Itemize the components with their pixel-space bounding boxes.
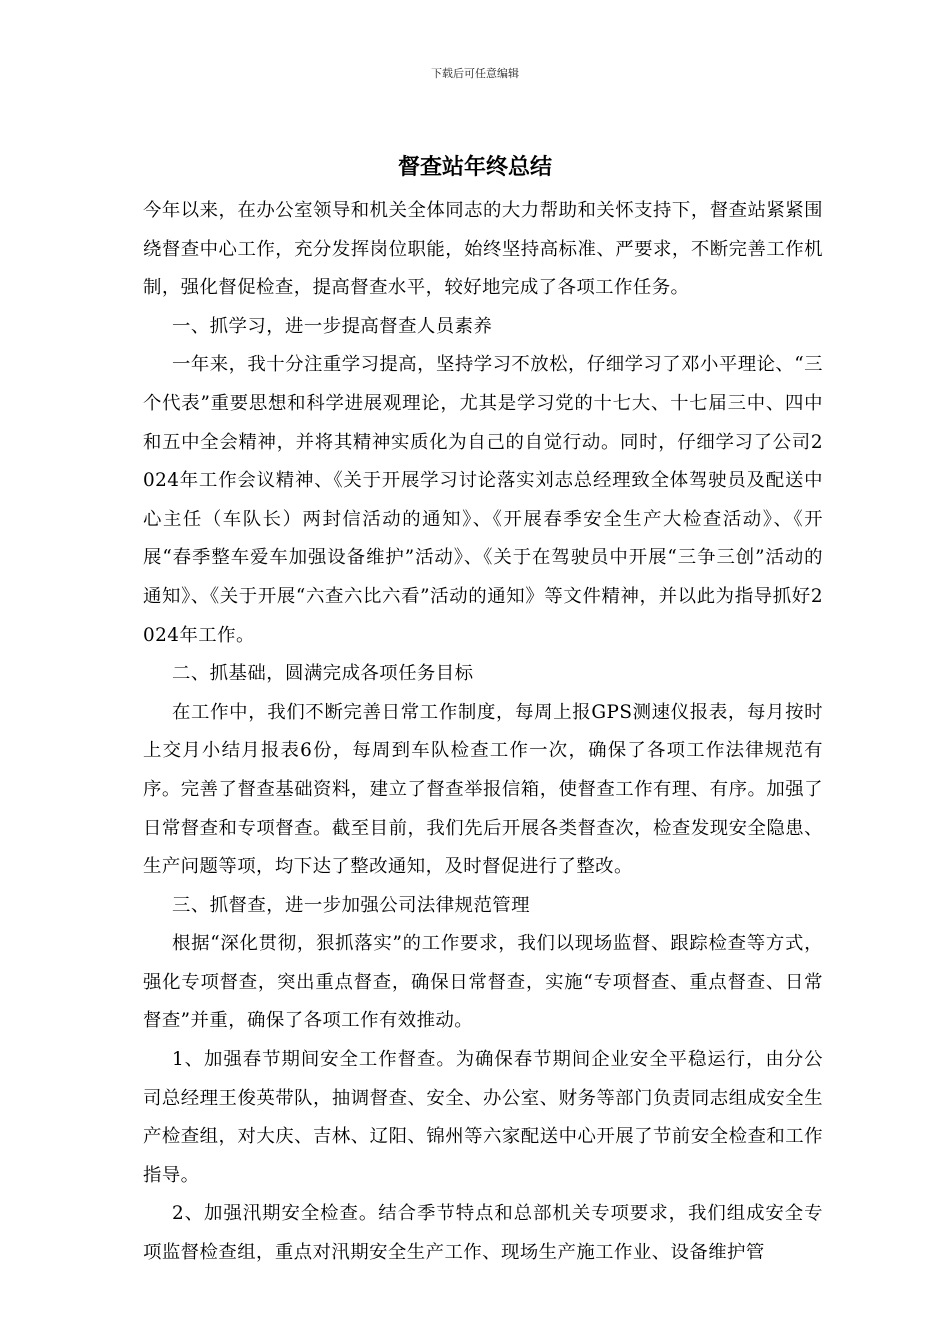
body-paragraph: 一、抓学习，进一步提高督查人员素养: [172, 315, 493, 337]
body-paragraph: 1、加强春节期间安全工作督查。为确保春节期间企业安全平稳运行，由分公司总经理王俊英带队，抽调督查、安全、办公室、财务等部门负责同志组成安全生产检查组，对大庆、吉林、辽阳、锦州等六家配送中心开展了节前安全检查和工作指导。: [143, 1049, 823, 1186]
document-body: [143, 192, 823, 1273]
document-title: 督查站年终总结: [397, 155, 552, 180]
body-paragraph: 今年以来，在办公室领导和机关全体同志的大力帮助和关怀支持下，督查站紧紧围绕督查中心工作，充分发挥岗位职能，始终坚持高标准、严要求，不断完善工作机制，强化督促检查，提高督查水平，较好地完成了各项工作任务。: [143, 200, 823, 299]
page-header-note: 下载后可任意编辑: [431, 67, 519, 80]
body-paragraph: 二、抓基础，圆满完成各项任务目标: [172, 663, 474, 685]
body-paragraph: 一年来，我十分注重学习提高，坚持学习不放松，仔细学习了邓小平理论、“三个代表”重要思想和科学进展观理论，尤其是学习党的十七大、十七届三中、四中和五中全会精神，并将其精神实质化为自己的自觉行动。同时，仔细学习了公司2024年工作会议精神、《关于开展学习讨论落实刘志总经理致全体驾驶员及配送中心主任（车队长）两封信活动的通知》、《开展春季安全生产大检查活动》、《开展“春季整车爱车加强设备维护”活动》、《关于在驾驶员中开展“三争三创”活动的通知》、《关于开展“六查六比六看”活动的通知》等文件精神，并以此为指导抓好2024年工作。: [143, 354, 823, 646]
body-paragraph: 2、加强汛期安全检查。结合季节特点和总部机关专项要求，我们组成安全专项监督检查组，重点对汛期安全生产工作、现场生产施工作业、设备维护管: [143, 1203, 823, 1264]
body-paragraph: 根据“深化贯彻，狠抓落实”的工作要求，我们以现场监督、跟踪检查等方式，强化专项督查，突出重点督查，确保日常督查，实施“专项督查、重点督查、日常督查”并重，确保了各项工作有效推动。: [143, 933, 823, 1032]
body-paragraph: 在工作中，我们不断完善日常工作制度，每周上报GPS测速仪报表，每月按时上交月小结月报表6份，每周到车队检查工作一次，确保了各项工作法律规范有序。完善了督查基础资料，建立了督查举报信箱，使督查工作有理、有序。加强了日常督查和专项督查。截至目前，我们先后开展各类督查次，检查发现安全隐患、生产问题等项，均下达了整改通知，及时督促进行了整改。: [143, 701, 823, 878]
body-paragraph: 三、抓督查，进一步加强公司法律规范管理: [172, 894, 530, 916]
